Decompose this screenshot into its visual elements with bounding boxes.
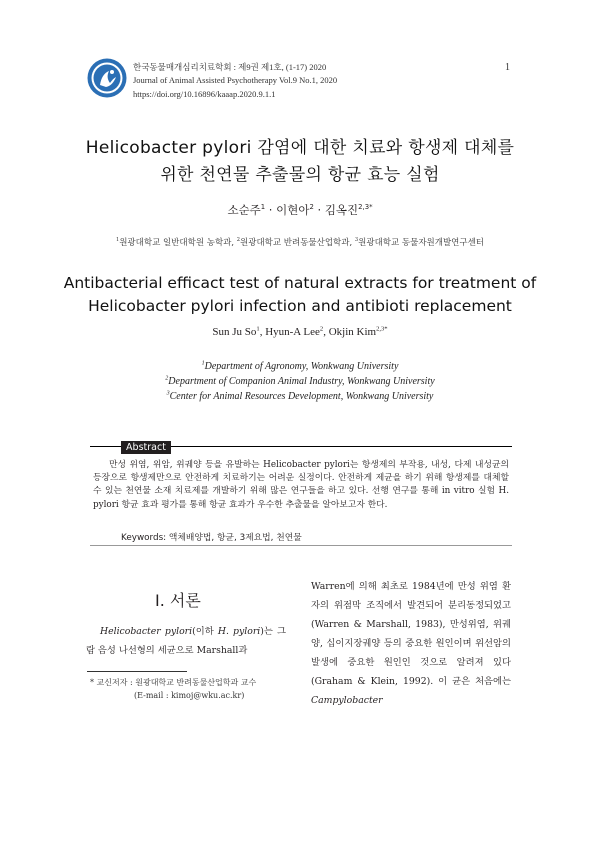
author-name: 김옥진 xyxy=(324,203,359,217)
keywords-label: Keywords: xyxy=(121,533,167,543)
korean-title-line2: 위한 천연물 추출물의 항균 효능 실험 xyxy=(160,165,440,185)
affil-sup: 3 xyxy=(354,237,359,244)
page-number: 1 xyxy=(505,62,510,73)
author-separator: · xyxy=(265,203,277,217)
keywords-value: 액체배양법, 항균, 3제요법, 천연물 xyxy=(168,533,302,543)
species-abbrev: H. pylori xyxy=(217,626,261,637)
affil-text: 원광대학교 동물자원개발연구센터 xyxy=(358,238,485,248)
author-name: Okjin Kim xyxy=(328,326,377,338)
affil-text: 원광대학교 일반대학원 농학과, xyxy=(119,238,237,248)
body-text: )는 그람 음성 나선형의 세균으로 Marshall과 xyxy=(86,626,287,656)
english-title-line1: Antibacterial efficact test of natural extracts for treatment of xyxy=(63,274,537,292)
footnote-rule xyxy=(87,671,187,672)
author-sup: 1 xyxy=(256,325,260,333)
footnote-email[interactable]: (E-mail : kimoj@wku.ac.kr) xyxy=(134,691,245,700)
doi-link[interactable]: https://doi.org/10.16896/kaaap.2020.9.1.1 xyxy=(133,89,276,99)
author-sup: 2 xyxy=(319,325,324,333)
english-affiliation-2 xyxy=(40,376,560,387)
intro-right-column xyxy=(311,577,511,710)
abstract-bottom-rule xyxy=(90,545,512,546)
author-sup: 1 xyxy=(260,203,266,212)
body-text: Warren에 의해 최초로 1984년에 만성 위염 환자의 위점막 조직에서 발견되어 분리동정되었고(Warren & Marshall, 1983), 만성위염, 위궤양, 십이지장궤양 등의 중요한 원인이며 위선암의 발생에 중요한 원인인 것으로 알려져 있다(Graham & Klein, 1992). 이 균은 처음에는 xyxy=(311,581,511,687)
keywords-line xyxy=(121,530,302,543)
english-authors xyxy=(40,326,560,338)
english-title-line2: Helicobacter pylori infection and antibioti replacement xyxy=(88,297,512,315)
affil-sup: 2 xyxy=(236,237,241,244)
english-affiliation-3 xyxy=(40,391,560,402)
korean-authors xyxy=(40,202,560,218)
body-text: (이하 xyxy=(192,626,218,637)
author-name: 이현아 xyxy=(276,203,310,217)
affil-text: Department of Agronomy, Wonkwang University xyxy=(204,361,399,372)
genus-name: Campylobacter xyxy=(311,695,383,706)
affil-text: Center for Animal Resources Development, Wonkwang University xyxy=(169,391,434,402)
affil-sup: 3 xyxy=(166,390,170,397)
species-name: Helicobacter pylori xyxy=(100,626,193,637)
english-affiliation-1 xyxy=(40,361,560,372)
affil-sup: 2 xyxy=(165,375,169,382)
affil-sup: 1 xyxy=(115,237,120,244)
intro-left-column xyxy=(86,622,286,660)
author-name: Sun Ju So xyxy=(212,326,257,338)
abstract-label: Abstract xyxy=(121,441,171,454)
journal-name-kr: 한국동물매개심리치료학회 : 제9권 제1호, (1-17) 2020 xyxy=(133,62,327,72)
affil-text: 원광대학교 반려동물산업학과, xyxy=(240,238,355,248)
journal-name-en: Journal of Animal Assisted Psychotherapy Vol.9 No.1, 2020 xyxy=(133,75,338,85)
korean-affiliations xyxy=(40,236,560,248)
author-separator: , xyxy=(259,326,266,338)
affil-sup: 1 xyxy=(201,360,205,367)
author-separator: · xyxy=(313,203,325,217)
author-sup: 2,3* xyxy=(376,325,388,333)
author-name: 소순주 xyxy=(227,203,261,217)
section-heading: Ⅰ. 서론 xyxy=(155,591,201,610)
journal-logo xyxy=(87,58,127,98)
author-separator: , xyxy=(323,326,329,338)
author-name: Hyun-A Lee xyxy=(265,326,320,338)
footnote-corresponding: * 교신저자 : 원광대학교 반려동물산업학과 교수 xyxy=(90,678,257,687)
korean-title-line1: Helicobacter pylori 감염에 대한 치료와 항생제 대체를 xyxy=(85,138,515,158)
author-sup: 2,3* xyxy=(358,203,373,212)
affil-text: Department of Companion Animal Industry, Wonkwang University xyxy=(168,376,435,387)
author-sup: 2 xyxy=(309,203,314,212)
abstract-text: 만성 위염, 위암, 위궤양 등을 유발하는 Helicobacter pylori는 항생제의 부작용, 내성, 다제 내성균의 등장으로 항생제만으로 안전하게 치료하기는 어려운 실정이다. 안전하게 제균을 하기 위해 항생제를 대체할 수 있는 천연물 소재 치료제를 개발하기 위해 많은 연구들을 하고 있다. 선행 연구를 통해 in vitro 실험 H. pylori 항균 효과 평가를 통해 항균 효과가 우수한 추출물을 알아보고자 한다. xyxy=(93,460,509,510)
